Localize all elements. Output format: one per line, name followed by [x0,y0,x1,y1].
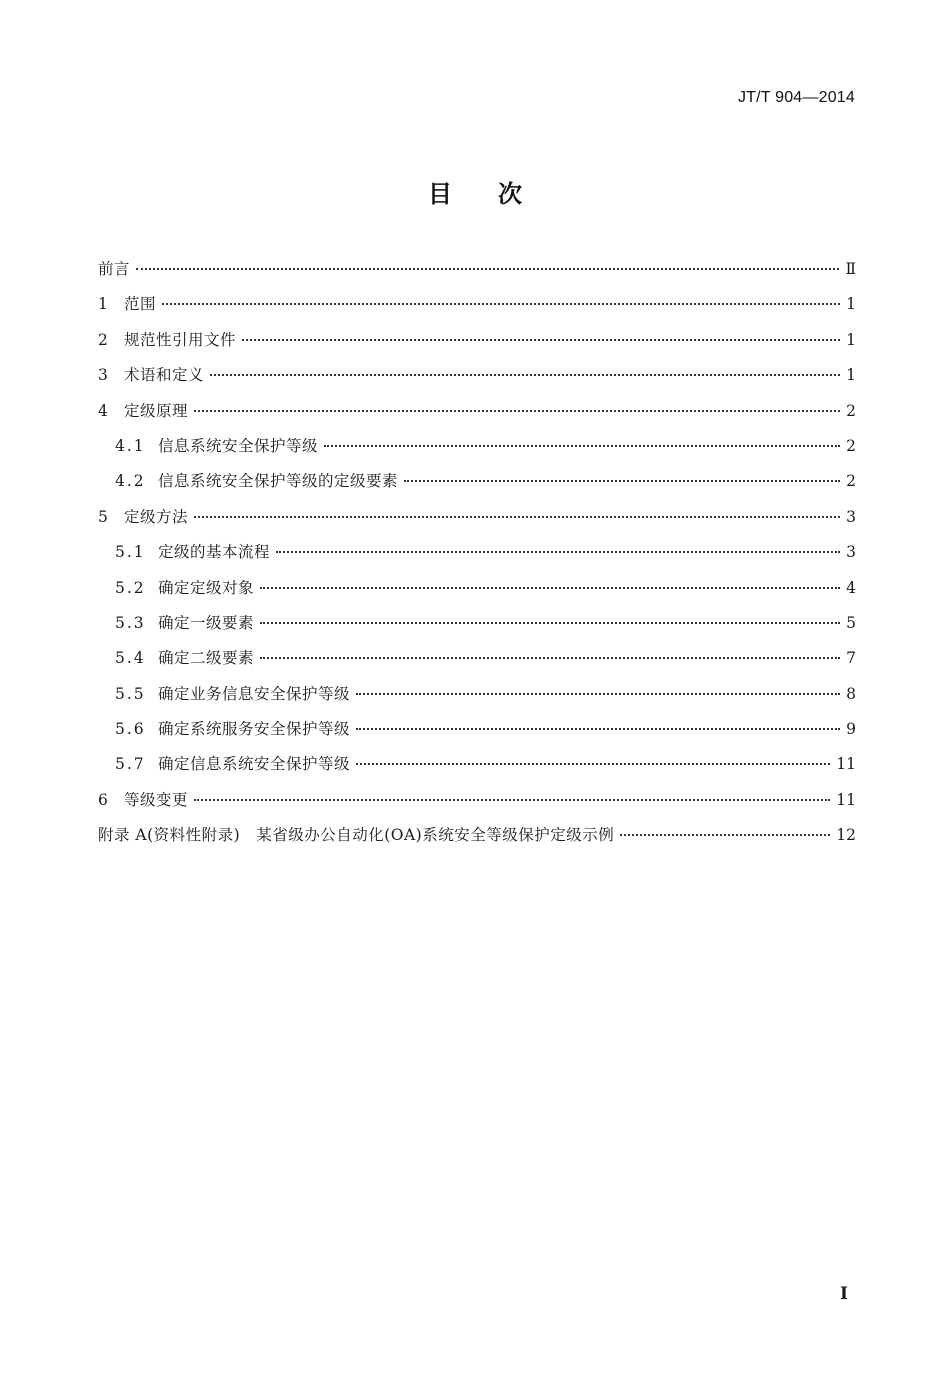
page-title: 目次 [428,180,568,208]
toc-entry[interactable] [98,287,856,322]
toc-entry[interactable] [98,641,856,676]
toc-entry-page: Ⅱ [845,260,856,278]
toc-entry[interactable] [98,500,856,535]
toc-entry-number: 4.2 [115,472,146,491]
dot-leader [260,656,840,659]
dot-leader [620,833,830,836]
toc-entry[interactable] [98,677,856,712]
toc-entry-page: 3 [846,507,856,526]
toc-entry-number: 5.3 [115,613,146,632]
page-number: I [840,1284,848,1304]
toc-entry[interactable] [98,464,856,499]
dot-leader [194,409,840,412]
toc-entry-label: 定级方法 [124,507,189,526]
toc-entry-page: 5 [846,613,856,632]
toc-entry-number: 3 [98,366,108,385]
toc-entry-number: 5 [98,507,108,526]
dot-leader [194,515,840,518]
toc-entry[interactable] [98,429,856,464]
toc-entry-number: 5.5 [115,684,146,703]
toc-entry-label: 附录 A(资料性附录) 某省级办公自动化(OA)系统安全等级保护定级示例 [98,826,615,845]
toc-entry-label: 确定定级对象 [158,578,255,597]
toc-entry-label: 范围 [124,295,157,314]
toc-entry[interactable] [98,606,856,641]
toc-entry-number: 5.2 [115,578,146,597]
toc-entry-number: 5.4 [115,649,146,668]
toc-entry-label: 确定二级要素 [158,649,255,668]
dot-leader [404,479,840,482]
dot-leader [356,692,840,695]
toc-entry-label: 术语和定义 [124,366,205,385]
toc-entry-number: 5.7 [115,755,146,774]
dot-leader [260,586,840,589]
toc-entry[interactable] [98,783,856,818]
toc-entry-page: 2 [846,472,856,491]
toc-entry-label: 确定信息系统安全保护等级 [158,755,351,774]
dot-leader [324,444,840,447]
toc-entry-page: 9 [846,720,856,739]
toc-entry-number: 6 [98,790,108,809]
dot-leader [194,798,830,801]
dot-leader [162,302,840,305]
toc-entry-label: 信息系统安全保护等级 [158,436,319,455]
toc-entry-label: 等级变更 [124,790,189,809]
toc-entry-number: 5.6 [115,720,146,739]
toc-entry-page: 1 [846,330,856,349]
dot-leader [210,373,840,376]
toc-entry-number: 5.1 [115,543,146,562]
toc-entry-page: 11 [836,790,856,809]
toc-entry-number: 1 [98,295,108,314]
toc-entry-label: 定级的基本流程 [158,543,271,562]
dot-leader [136,267,839,270]
toc-entry-page: 1 [846,295,856,314]
toc-entry-number: 4.1 [115,436,146,455]
toc-entry[interactable] [98,747,856,782]
toc-entry[interactable] [98,358,856,393]
dot-leader [276,550,840,553]
dot-leader [356,727,840,730]
toc-entry[interactable] [98,571,856,606]
toc-entry-label: 规范性引用文件 [124,330,237,349]
toc-entry-label: 信息系统安全保护等级的定级要素 [158,472,399,491]
toc-entry-page: 1 [846,366,856,385]
toc-entry-page: 2 [846,436,856,455]
dot-leader [242,338,840,341]
toc-entry-page: 8 [846,684,856,703]
toc-entry-label: 前言 [98,260,131,278]
toc-entry-page: 3 [846,543,856,562]
dot-leader [260,621,840,624]
toc-entry-page: 12 [836,826,856,845]
toc-entry[interactable] [98,818,856,853]
toc-entry[interactable] [98,252,856,287]
toc-entry-label: 定级原理 [124,401,189,420]
toc-entry-number: 2 [98,330,108,349]
toc-entry-label: 确定一级要素 [158,613,255,632]
toc-entry[interactable] [98,535,856,570]
table-of-contents [98,252,856,854]
toc-entry-label: 确定系统服务安全保护等级 [158,720,351,739]
toc-entry-page: 2 [846,401,856,420]
toc-entry-page: 4 [846,578,856,597]
toc-entry[interactable] [98,394,856,429]
toc-entry-page: 7 [846,649,856,668]
toc-entry-label: 确定业务信息安全保护等级 [158,684,351,703]
toc-entry-number: 4 [98,401,108,420]
dot-leader [356,762,830,765]
toc-entry[interactable] [98,712,856,747]
standard-code: JT/T 904—2014 [737,89,855,106]
toc-entry[interactable] [98,323,856,358]
toc-entry-page: 11 [836,755,856,774]
